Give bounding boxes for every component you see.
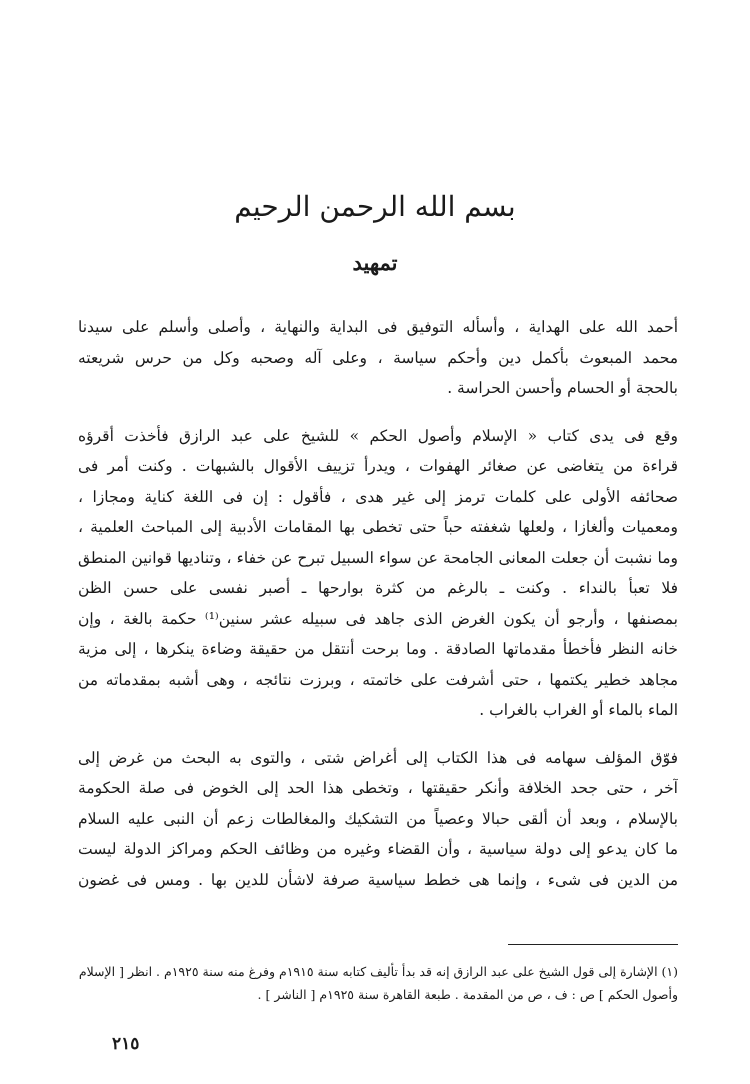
text-line: بالإسلام ، وبعد أن ألقى حبالا وعصياً من التشكيك والمغالطات زعم أن النبى عليه السلام: [78, 809, 678, 828]
footnote-line: (١) الإشارة إلى قول الشيخ على عبد الرازق إنه قد بدأ تأليف كتابه سنة ١٩١٥م وفرغ منه سنة ١٩٢٥م . انظر [ الإسلام: [78, 964, 678, 979]
text-line: قراءة من يتغاضى عن صغائر الهفوات ، ويدرأ تزييف الأقوال بالشبهات . وكنت أمر فى: [78, 457, 678, 475]
text-line: من الدين فى شىء ، وإنما هى خطط سياسية صرفة لاشأن للدين بها . ومس فى غضون: [78, 870, 678, 889]
text-line: ومعميات وألغازا ، ولعلها شغفته حباً حتى تخطى بها المقامات الأدبية إلى المباحث العلمية ،: [78, 518, 678, 536]
footnote: [78, 960, 678, 1006]
text-line: فلا تعبأ بالنداء . وكنت ـ بالرغم من كثرة بوارحها ـ أصبر نفسى على حسن الظن: [78, 579, 678, 597]
section-title: تمهيد: [352, 250, 398, 275]
paragraph-1: [78, 312, 678, 404]
text-line: آخر ، حتى جحد الخلافة وأنكر حقيقتها ، وتخطى هذا الحد إلى الخوض فى صلة الحكومة: [78, 779, 678, 797]
paragraph-3: [78, 743, 678, 896]
text-line: أحمد الله على الهداية ، وأسأله التوفيق فى البداية والنهاية ، وأصلى وأسلم على سيدنا: [78, 318, 678, 336]
text-line: ما كان يدعو إلى دولة سياسية ، وأن القضاء وغيره من وظائف الحكم ومراكز الدولة ليست: [78, 840, 678, 858]
text-line: بمصنفها ، وأرجو أن يكون الغرض الذى جاهد فى سبيله عشر سنين⁽¹⁾ حكمة بالغة ، وإن: [78, 609, 678, 628]
footnote-divider: [508, 944, 678, 945]
footnote-line: وأصول الحكم ] ص : ف ، ص من المقدمة . طبعة القاهرة سنة ١٩٢٥م [ الناشر ] .: [257, 987, 678, 1002]
page-number: ٢١٥: [112, 1034, 140, 1054]
text-line: وما نشبت أن جعلت المعانى الجامحة عن سواء السبيل تبرح عن خفاء ، وتناديها قوانين المنطق: [78, 548, 678, 567]
text-line: وقع فى يدى كتاب « الإسلام وأصول الحكم » للشيخ على عبد الرازق فأخذت أقرؤه: [78, 426, 678, 445]
body-text: [78, 312, 678, 895]
text-line: مجاهد خطير يكتمها ، حتى أشرفت على خاتمته ، وبرزت نتائجه ، وهى أشبه بمقدماته من: [78, 670, 678, 689]
text-line: صحائفه الأولى على كلمات ترمز إلى غير هدى ، فأقول : إن فى اللغة كناية ومجازا ،: [78, 487, 678, 506]
text-line: محمد المبعوث بأكمل دين وأحكم سياسة ، وعلى آله وصحبه وكل من حرس شريعته: [78, 348, 678, 367]
text-line: بالحجة أو الحسام وأحسن الحراسة .: [447, 379, 678, 397]
paragraph-2: [78, 421, 678, 726]
text-line: خانه النظر فأخطأ مقدماتها الصادقة . وما برحت أنتقل من حقيقة وضاءة ينكرها ، إلى مزية: [78, 640, 678, 658]
text-line: الماء بالماء أو الغراب بالغراب .: [479, 701, 678, 719]
basmala: بسم الله الرحمن الرحيم: [234, 190, 516, 223]
text-line: فوّق المؤلف سهامه فى هذا الكتاب إلى أغراض شتى ، والتوى به البحث من غرض إلى: [78, 748, 678, 767]
